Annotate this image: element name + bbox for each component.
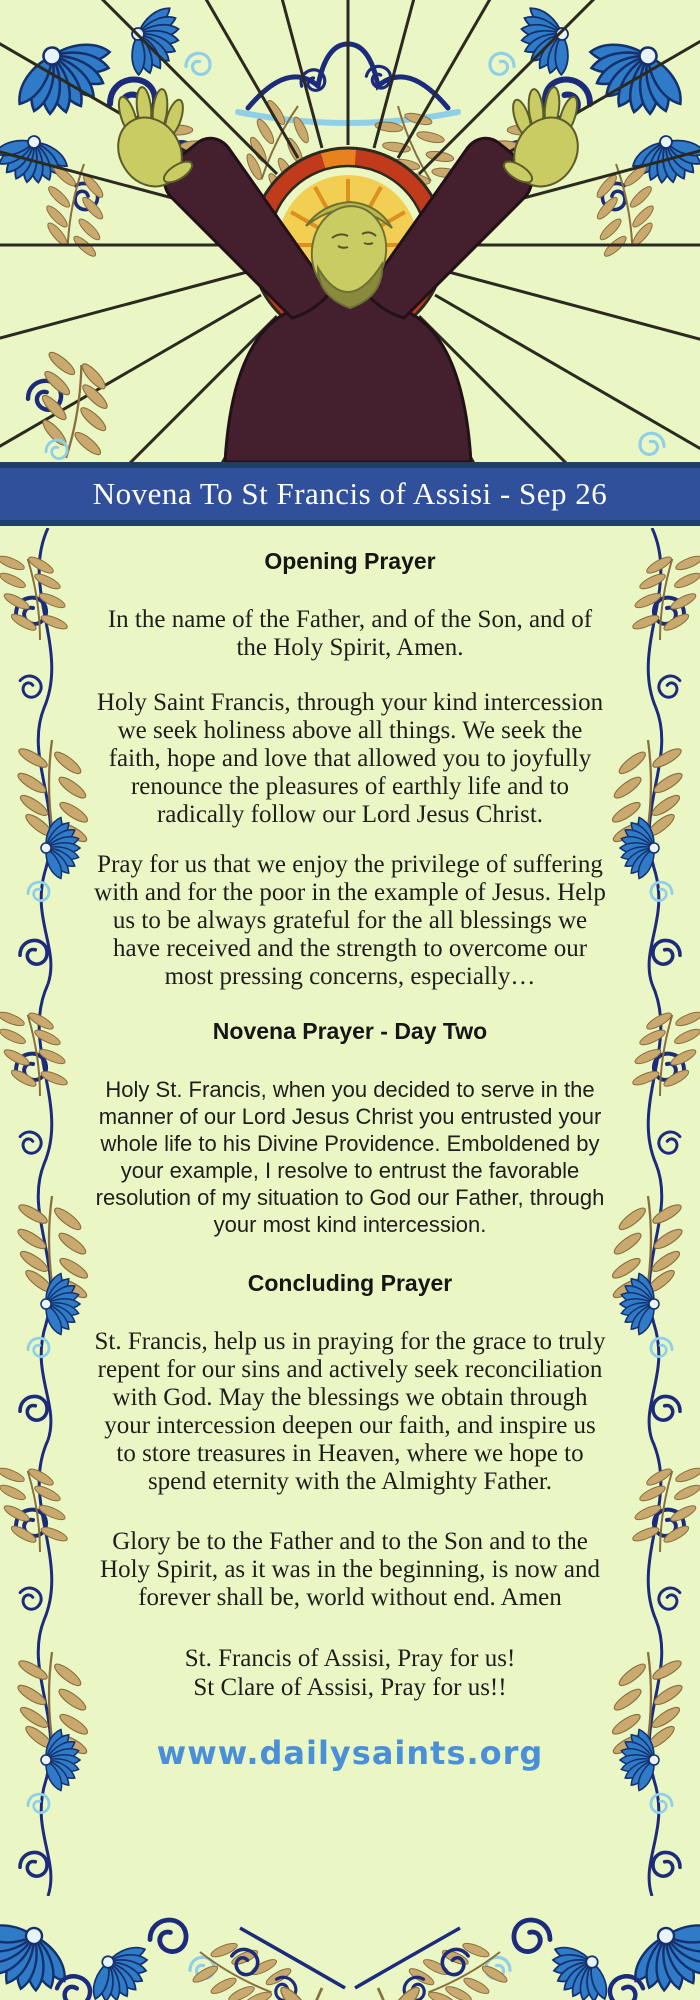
concluding-prayer-paragraph: St. Francis, help us in praying for the grace to truly repent for our sins and actively seek reconciliation with God. May the blessings we obtain through your intercession deepen our faith, and inspire us to store treasures in Heaven, where we hope to spend eternity with the Almighty Father. — [94, 1328, 606, 1495]
opening-prayer-paragraph-1: In the name of the Father, and of the Son, and of the Holy Spirit, Amen. — [107, 606, 593, 661]
invocation-st-clare: St Clare of Assisi, Pray for us!! — [193, 1674, 507, 1701]
novena-day-paragraph: Holy St. Francis, when you decided to serve in the manner of our Lord Jesus Christ you entrusted your whole life to his Divine Providence. Emboldened by your example, I resolve to entrust the favorable resolution of my situation to God our Father, through your most kind intercession. — [95, 1077, 605, 1237]
saint-francis-stained-glass-illustration — [0, 0, 700, 462]
website-link[interactable]: www.dailysaints.org — [156, 1734, 544, 1772]
title-banner — [0, 462, 700, 526]
novena-day-heading: Novena Prayer - Day Two — [212, 1018, 488, 1044]
floral-border-right — [604, 528, 700, 1896]
invocation-st-francis: St. Francis of Assisi, Pray for us! — [184, 1645, 516, 1672]
prayer-content — [92, 548, 608, 1772]
glory-be-paragraph: Glory be to the Father and to the Son and to the Holy Spirit, as it was in the beginning, is now and forever shall be, world without end. Amen — [100, 1528, 600, 1611]
floral-border-left — [0, 528, 96, 1896]
page-title: Novena To St Francis of Assisi - Sep 26 — [92, 476, 608, 511]
opening-prayer-paragraph-2: Holy Saint Francis, through your kind intercession we seek holiness above all things. We seek the faith, hope and love that allowed you to joyfully renounce the pleasures of earthly life and to radically follow our Lord Jesus Christ. — [96, 689, 604, 828]
floral-border-bottom — [0, 1892, 700, 2000]
invocations — [92, 1644, 608, 1702]
opening-prayer-paragraph-3: Pray for us that we enjoy the privilege of suffering with and for the poor in the example of Jesus. Help us to be always grateful for the all blessings we have received and the strength to overcome our most pressing concerns, especially… — [94, 851, 606, 990]
floral-right-accent — [640, 433, 664, 454]
opening-prayer-heading: Opening Prayer — [264, 548, 436, 574]
concluding-prayer-heading: Concluding Prayer — [247, 1270, 453, 1296]
